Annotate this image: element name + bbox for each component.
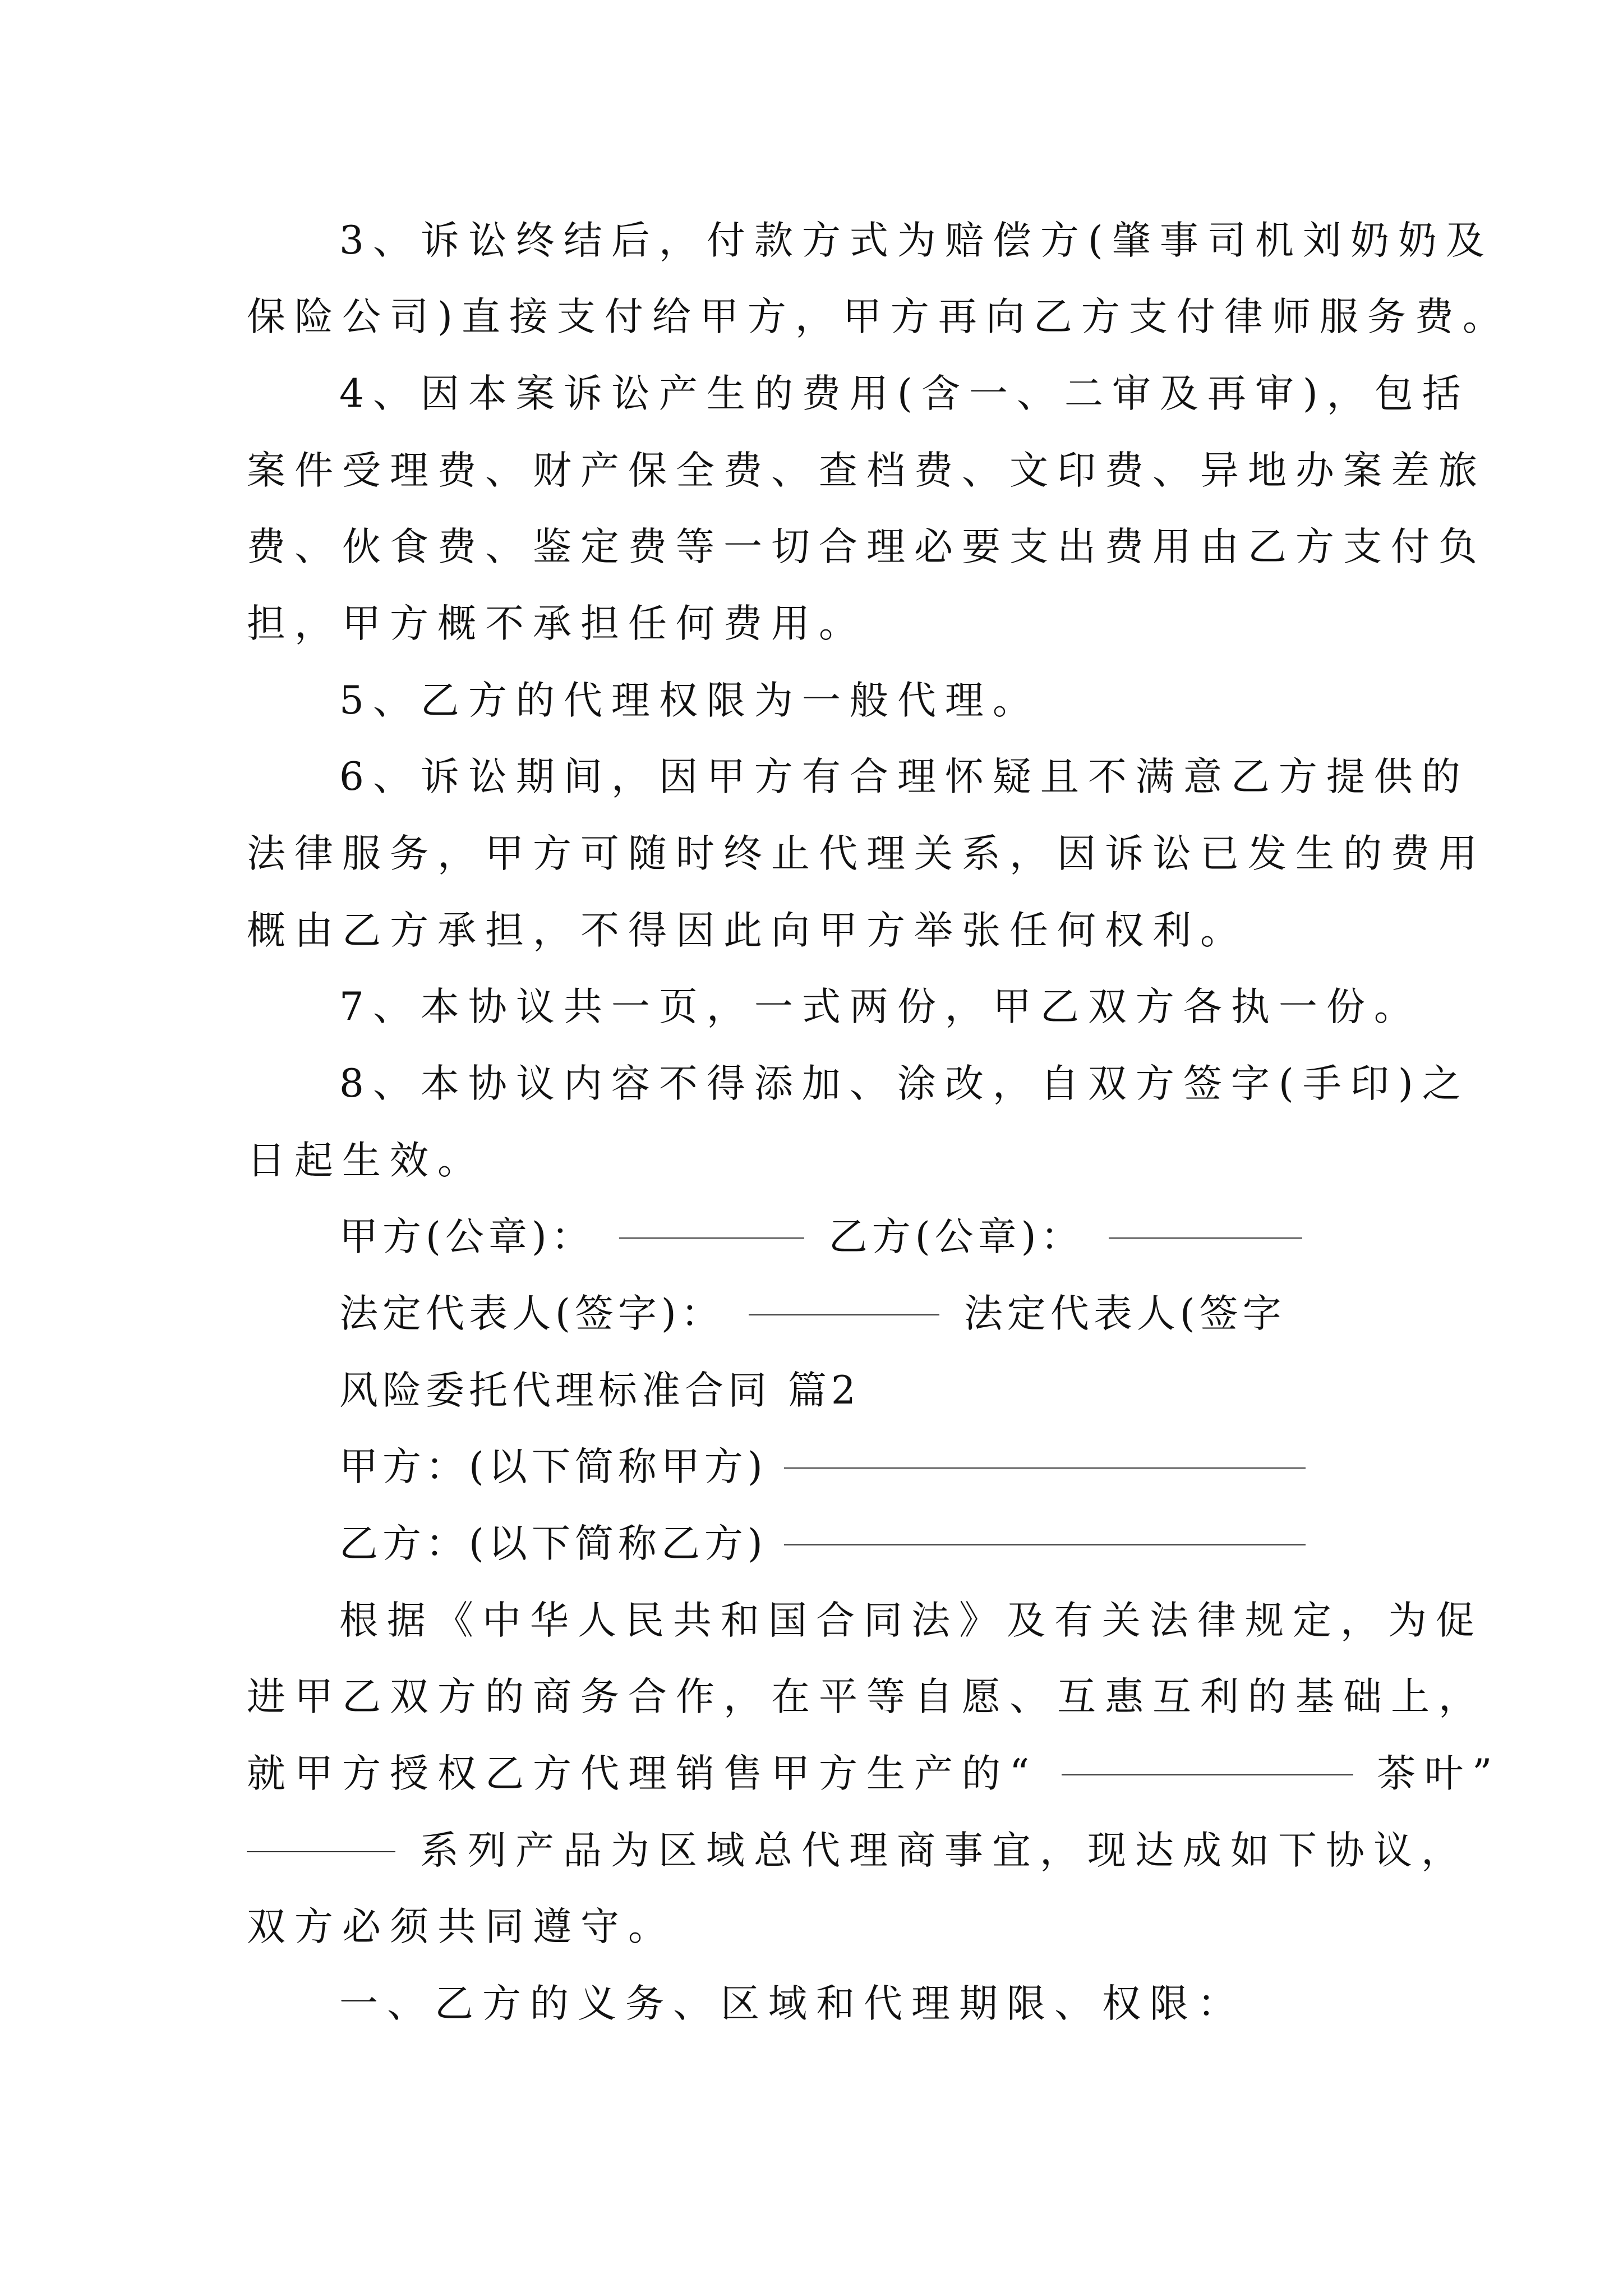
intro-line-1	[0, 1583, 1623, 1659]
clause-text: 费、伙食费、鉴定费等一切合理必要支出费用由乙方支付负	[247, 524, 1486, 569]
rep-a-blank[interactable]	[749, 1280, 939, 1315]
clause-8-line-2	[0, 1123, 1623, 1199]
clause-4-line-3	[0, 509, 1623, 585]
clause-text: 7、本协议共一页，一式两份，甲乙双方各执一份。	[339, 984, 1422, 1029]
clause-8-line-1	[0, 1046, 1623, 1122]
clause-6-line-1	[0, 739, 1623, 815]
clause-text: 5、乙方的代理权限为一般代理。	[339, 678, 1040, 723]
party-a-seal-label: 甲方(公章)：	[339, 1214, 594, 1259]
clause-6-line-3	[0, 893, 1623, 969]
clause-7-line-1	[0, 969, 1623, 1045]
intro-line-4	[0, 1813, 1623, 1889]
clause-text: 日起生效。	[247, 1138, 485, 1183]
clause-text: 案件受理费、财产保全费、查档费、文印费、异地办案差旅	[247, 448, 1486, 493]
party-b-seal-blank[interactable]	[1109, 1203, 1302, 1239]
clause-text: 担，甲方概不承担任何费用。	[247, 601, 866, 646]
signature-seal-line	[0, 1199, 1623, 1275]
clause-text: 8、本协议内容不得添加、涂改，自双方签字(手印)之	[339, 1061, 1470, 1106]
intro-line-2	[0, 1659, 1623, 1735]
intro-line-5	[0, 1889, 1623, 1965]
clause-3-line-1	[0, 203, 1623, 279]
intro-text: 双方必须共同遵守。	[247, 1904, 676, 1949]
rep-b-label: 法定代表人(签字	[963, 1291, 1286, 1336]
clause-4-line-1	[0, 356, 1623, 432]
intro-text: 进甲乙双方的商务合作，在平等自愿、互惠互利的基础上，	[247, 1674, 1486, 1719]
clause-text: 概由乙方承担，不得因此向甲方举张任何权利。	[247, 908, 1248, 953]
heading-1	[0, 1966, 1623, 2042]
clause-4-line-4	[0, 586, 1623, 662]
intro-text: 系列产品为区域总代理商事宜，现达成如下协议，	[419, 1828, 1469, 1873]
party-b-seal-label: 乙方(公章)：	[828, 1214, 1084, 1259]
party-a-line	[0, 1429, 1623, 1505]
party-b-line	[0, 1506, 1623, 1582]
party-b-label: 乙方：(以下简称乙方)	[339, 1521, 767, 1566]
intro-line-3	[0, 1736, 1623, 1812]
clause-3-line-2	[0, 279, 1623, 355]
rep-a-label: 法定代表人(签字)：	[339, 1291, 724, 1336]
clause-4-line-2	[0, 433, 1623, 509]
section-2-title	[0, 1353, 1623, 1429]
intro-text: 根据《中华人民共和国合同法》及有关法律规定，为促	[339, 1598, 1483, 1643]
clause-text: 3、诉讼终结后，付款方式为赔偿方(肇事司机刘奶奶及	[339, 218, 1493, 263]
tea-brand-blank[interactable]	[1062, 1740, 1353, 1775]
intro-text: 茶叶”	[1377, 1751, 1501, 1796]
party-b-name-blank[interactable]	[784, 1510, 1306, 1545]
intro-text: 就甲方授权乙方代理销售甲方生产的“	[247, 1751, 1039, 1796]
section-title-text: 风险委托代理标准合同 篇2	[339, 1368, 860, 1413]
party-a-seal-blank[interactable]	[619, 1203, 804, 1239]
heading-text: 一、乙方的义务、区域和代理期限、权限：	[339, 1981, 1245, 2026]
party-a-label: 甲方：(以下简称甲方)	[339, 1444, 767, 1489]
product-series-blank[interactable]	[247, 1816, 395, 1852]
clause-5-line-1	[0, 663, 1623, 739]
clause-text: 法律服务，甲方可随时终止代理关系，因诉讼已发生的费用	[247, 831, 1486, 876]
clause-text: 4、因本案诉讼产生的费用(含一、二审及再审)，包括	[339, 371, 1470, 416]
signature-rep-line	[0, 1276, 1623, 1352]
clause-text: 保险公司)直接支付给甲方，甲方再向乙方支付律师服务费。	[247, 295, 1510, 339]
clause-6-line-2	[0, 816, 1623, 892]
party-a-name-blank[interactable]	[784, 1433, 1306, 1469]
clause-text: 6、诉讼期间，因甲方有合理怀疑且不满意乙方提供的	[339, 754, 1469, 799]
